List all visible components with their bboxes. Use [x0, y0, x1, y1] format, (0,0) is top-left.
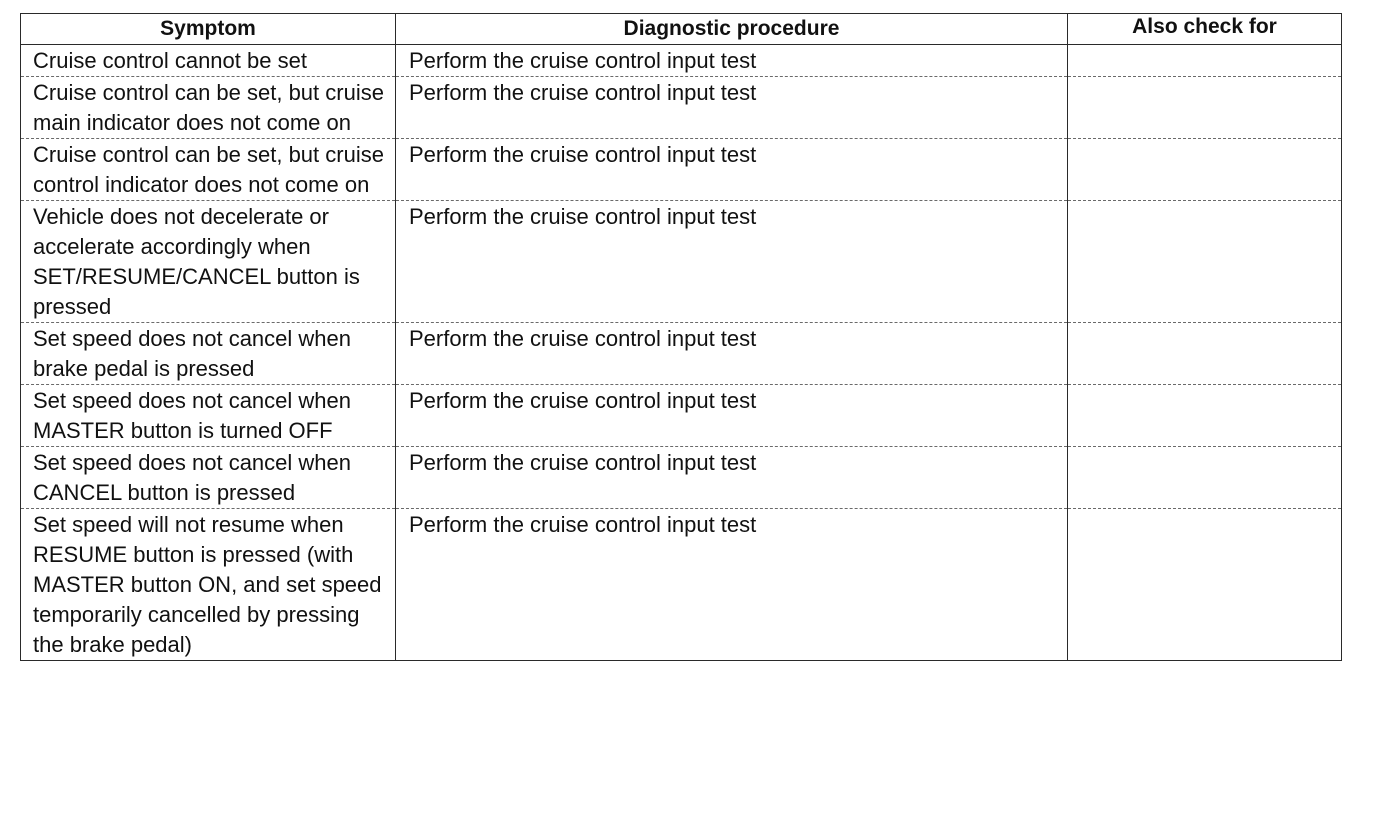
- table-row: [21, 509, 1342, 661]
- table-header-row: [21, 14, 1342, 45]
- header-symptom: Symptom: [21, 14, 396, 45]
- header-diagnostic-procedure: Diagnostic procedure: [396, 14, 1068, 45]
- procedure-cell: Perform the cruise control input test: [396, 385, 1068, 447]
- symptom-cell: Cruise control cannot be set: [21, 45, 396, 77]
- troubleshooting-sheet: [20, 13, 1341, 661]
- symptom-cell: Cruise control can be set, but cruise control indicator does not come on: [21, 139, 396, 201]
- also-check-cell: [1068, 385, 1342, 447]
- procedure-cell: Perform the cruise control input test: [396, 447, 1068, 509]
- procedure-cell: Perform the cruise control input test: [396, 509, 1068, 661]
- procedure-cell: Perform the cruise control input test: [396, 323, 1068, 385]
- table-row: [21, 201, 1342, 323]
- also-check-cell: [1068, 77, 1342, 139]
- also-check-cell: [1068, 201, 1342, 323]
- also-check-cell: [1068, 323, 1342, 385]
- symptom-cell: Set speed does not cancel when CANCEL button is pressed: [21, 447, 396, 509]
- table-row: [21, 77, 1342, 139]
- procedure-cell: Perform the cruise control input test: [396, 45, 1068, 77]
- symptom-cell: Set speed does not cancel when MASTER button is turned OFF: [21, 385, 396, 447]
- table-row: [21, 323, 1342, 385]
- table-row: [21, 385, 1342, 447]
- header-also-check-for: Also check for: [1068, 14, 1342, 45]
- procedure-cell: Perform the cruise control input test: [396, 139, 1068, 201]
- procedure-cell: Perform the cruise control input test: [396, 77, 1068, 139]
- table-row: [21, 447, 1342, 509]
- symptom-cell: Vehicle does not decelerate or accelerate accordingly when SET/RESUME/CANCEL button is pressed: [21, 201, 396, 323]
- also-check-cell: [1068, 509, 1342, 661]
- symptom-cell: Cruise control can be set, but cruise main indicator does not come on: [21, 77, 396, 139]
- symptom-table: [20, 13, 1342, 661]
- table-row: [21, 45, 1342, 77]
- also-check-cell: [1068, 139, 1342, 201]
- procedure-cell: Perform the cruise control input test: [396, 201, 1068, 323]
- also-check-cell: [1068, 45, 1342, 77]
- symptom-cell: Set speed does not cancel when brake pedal is pressed: [21, 323, 396, 385]
- also-check-cell: [1068, 447, 1342, 509]
- symptom-cell: Set speed will not resume when RESUME button is pressed (with MASTER button ON, and set speed temporarily cancelled by pressing the brake pedal): [21, 509, 396, 661]
- table-row: [21, 139, 1342, 201]
